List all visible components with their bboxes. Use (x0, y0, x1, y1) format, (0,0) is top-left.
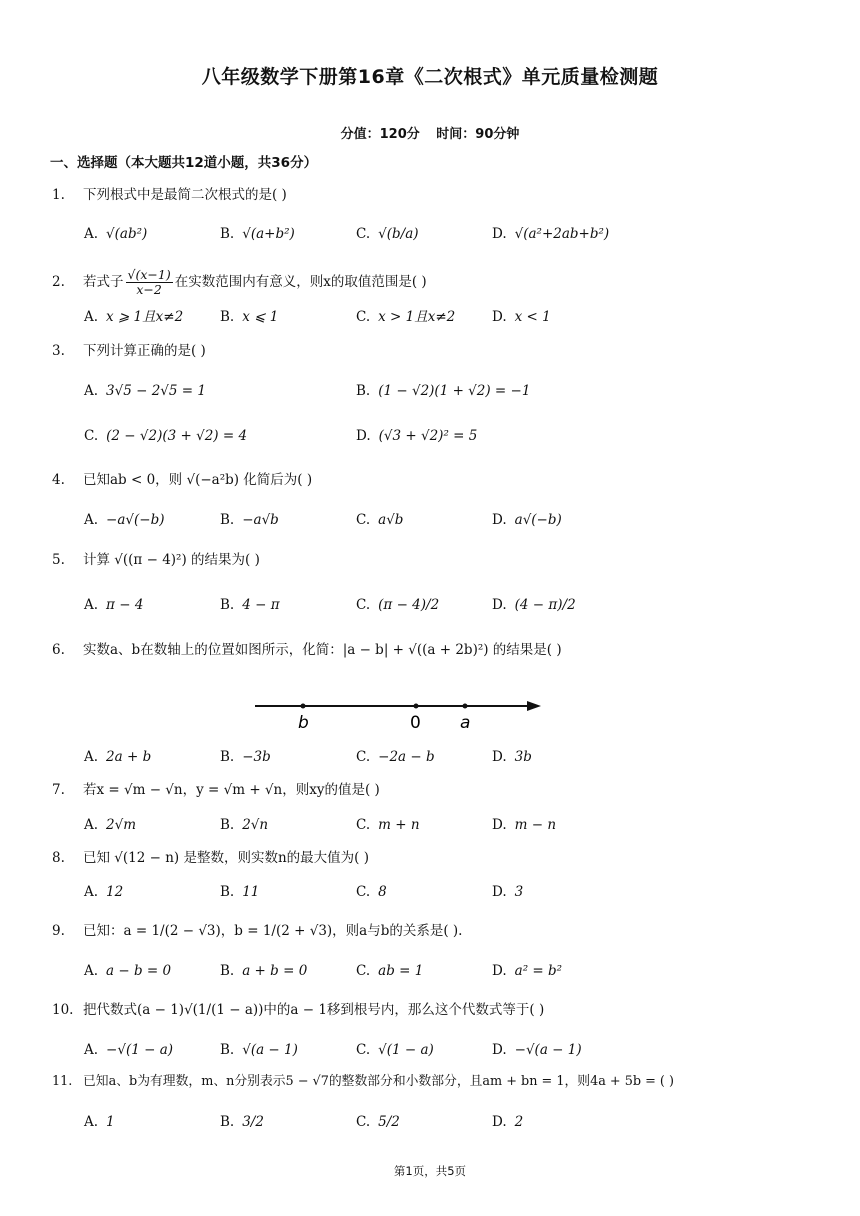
label-b: b (298, 713, 309, 732)
option-label: C. (84, 428, 99, 444)
option-label: B. (220, 309, 235, 325)
option-label: D. (492, 226, 507, 242)
option-label: C. (356, 1114, 371, 1130)
question-text: 下列计算正确的是( ) (83, 343, 206, 359)
fraction-expression (126, 268, 173, 297)
question-text: 已知：a = 1/(2 − √3)，b = 1/(2 + √3)，则a与b的关系是( ). (83, 923, 463, 939)
question-number: 7. (52, 782, 65, 798)
option-label: D. (356, 428, 371, 444)
option-value: 11 (242, 884, 260, 900)
option-value: m − n (514, 817, 557, 833)
q2-option-a[interactable] (84, 307, 183, 327)
question-number: 9. (52, 923, 65, 939)
option-value: a√(−b) (514, 512, 562, 528)
question-number: 5. (52, 552, 65, 568)
q10-option-a[interactable] (84, 1040, 173, 1060)
option-value: (1 − √2)(1 + √2) = −1 (378, 383, 531, 399)
point-zero (414, 704, 419, 709)
option-label: C. (356, 512, 371, 528)
q8-option-b[interactable] (220, 882, 259, 902)
option-label: A. (84, 1042, 99, 1058)
question-10 (52, 1000, 544, 1020)
option-value: √(a²+2ab+b²) (514, 226, 610, 242)
q5-option-d[interactable] (492, 595, 576, 615)
q4-option-b[interactable] (220, 510, 279, 530)
point-b (301, 704, 306, 709)
q7-option-a[interactable] (84, 815, 136, 835)
q7-option-d[interactable] (492, 815, 556, 835)
question-text-before: 若式子 (83, 274, 124, 290)
option-label: D. (492, 884, 507, 900)
question-8 (52, 848, 369, 868)
q8-option-c[interactable] (356, 882, 387, 902)
q1-option-c[interactable] (356, 224, 419, 244)
q8-option-a[interactable] (84, 882, 123, 902)
fraction-numerator: √(x−1) (127, 267, 171, 282)
option-value: x < 1 (514, 309, 551, 325)
option-label: B. (220, 884, 235, 900)
q10-option-b[interactable] (220, 1040, 298, 1060)
page-title: 八年级数学下册第16章《二次根式》单元质量检测题 (201, 66, 659, 88)
option-label: D. (492, 963, 507, 979)
option-label: B. (356, 383, 371, 399)
option-label: D. (492, 749, 507, 765)
option-label: A. (84, 383, 99, 399)
question-2 (52, 268, 427, 297)
option-value: a + b = 0 (242, 963, 308, 979)
q3-option-c[interactable] (84, 426, 247, 446)
question-number: 8. (52, 850, 65, 866)
question-text: 计算 √((π − 4)²) 的结果为( ) (83, 552, 260, 568)
option-label: B. (220, 512, 235, 528)
option-label: D. (492, 597, 507, 613)
option-label: A. (84, 512, 99, 528)
q1-option-a[interactable] (84, 224, 147, 244)
q6-option-b[interactable] (220, 747, 271, 767)
option-value: a² = b² (514, 963, 563, 979)
option-value: (4 − π)/2 (514, 597, 576, 613)
option-label: C. (356, 749, 371, 765)
option-value: m + n (378, 817, 420, 833)
q9-option-c[interactable] (356, 961, 423, 981)
q4-option-a[interactable] (84, 510, 165, 530)
question-1 (52, 185, 287, 205)
q11-option-a[interactable] (84, 1112, 115, 1132)
q10-option-d[interactable] (492, 1040, 582, 1060)
option-label: D. (492, 1042, 507, 1058)
option-value: −a√(−b) (106, 512, 165, 528)
option-value: 3√5 − 2√5 = 1 (106, 383, 206, 399)
option-value: 1 (106, 1114, 115, 1130)
question-number: 1. (52, 187, 65, 203)
option-label: C. (356, 309, 371, 325)
question-text: 把代数式(a − 1)√(1/(1 − a))中的a − 1移到根号内，那么这个代数式等于( ) (83, 1002, 545, 1018)
question-5 (52, 550, 260, 570)
option-label: D. (492, 309, 507, 325)
question-text: 下列根式中是最简二次根式的是( ) (83, 187, 287, 203)
option-label: A. (84, 749, 99, 765)
question-4 (52, 470, 312, 490)
option-value: −√(1 − a) (106, 1042, 174, 1058)
option-label: A. (84, 817, 99, 833)
option-label: D. (492, 817, 507, 833)
q5-option-a[interactable] (84, 595, 143, 615)
option-value: (2 − √2)(3 + √2) = 4 (106, 428, 248, 444)
q11-option-c[interactable] (356, 1112, 400, 1132)
point-a (463, 704, 468, 709)
q9-option-d[interactable] (492, 961, 562, 981)
q10-option-c[interactable] (356, 1040, 434, 1060)
axis-arrow-icon (527, 701, 541, 711)
question-text-after: 在实数范围内有意义，则x的取值范围是( ) (174, 274, 427, 290)
q3-option-b[interactable] (356, 381, 530, 401)
option-label: C. (356, 884, 371, 900)
question-3 (52, 341, 206, 361)
option-value: √(a − 1) (242, 1042, 298, 1058)
question-6 (52, 640, 562, 660)
q1-option-d[interactable] (492, 224, 609, 244)
option-value: √(a+b²) (242, 226, 295, 242)
option-value: 4 − π (242, 597, 280, 613)
option-label: A. (84, 226, 99, 242)
q4-option-c[interactable] (356, 510, 403, 530)
q6-option-d[interactable] (492, 747, 532, 767)
exam-meta (0, 123, 860, 142)
option-value: x ⩾ 1且x≠2 (106, 309, 184, 325)
option-label: B. (220, 597, 235, 613)
option-label: A. (84, 963, 99, 979)
number-line-figure (255, 690, 545, 732)
label-a: a (460, 713, 471, 732)
question-7 (52, 780, 380, 800)
question-text: 已知ab < 0，则 √(−a²b) 化简后为( ) (83, 472, 313, 488)
option-value: −√(a − 1) (514, 1042, 582, 1058)
q6-option-c[interactable] (356, 747, 435, 767)
q1-option-b[interactable] (220, 224, 295, 244)
option-value: 2√n (242, 817, 269, 833)
option-value: ab = 1 (378, 963, 424, 979)
option-value: 2a + b (106, 749, 152, 765)
question-number: 6. (52, 642, 65, 658)
question-text: 若x = √m − √n，y = √m + √n，则xy的值是( ) (83, 782, 380, 798)
option-label: A. (84, 597, 99, 613)
option-label: C. (356, 817, 371, 833)
question-text: 实数a、b在数轴上的位置如图所示，化简：|a − b| + √((a + 2b)²) 的结果是( ) (83, 642, 562, 658)
question-9 (52, 921, 462, 941)
question-text: 已知 √(12 − n) 是整数，则实数n的最大值为( ) (83, 850, 370, 866)
q3-option-d[interactable] (356, 426, 477, 446)
option-label: C. (356, 597, 371, 613)
option-value: a√b (378, 512, 404, 528)
option-label: D. (492, 512, 507, 528)
q5-option-c[interactable] (356, 595, 439, 615)
option-value: 2√m (106, 817, 137, 833)
q9-option-b[interactable] (220, 961, 307, 981)
option-value: (π − 4)/2 (378, 597, 440, 613)
option-label: C. (356, 226, 371, 242)
option-value: π − 4 (106, 597, 144, 613)
option-value: 2 (514, 1114, 524, 1130)
option-label: D. (492, 1114, 507, 1130)
q9-option-a[interactable] (84, 961, 171, 981)
q2-option-d[interactable] (492, 307, 551, 327)
option-value: √(b/a) (378, 226, 419, 242)
option-label: A. (84, 1114, 99, 1130)
option-value: √(ab²) (106, 226, 148, 242)
option-value: x > 1且x≠2 (378, 309, 456, 325)
option-value: −3b (242, 749, 271, 765)
q7-option-b[interactable] (220, 815, 268, 835)
option-value: 3/2 (242, 1114, 264, 1130)
option-value: 12 (106, 884, 124, 900)
option-value: 5/2 (378, 1114, 400, 1130)
q7-option-c[interactable] (356, 815, 420, 835)
q2-option-b[interactable] (220, 307, 278, 327)
q6-option-a[interactable] (84, 747, 151, 767)
time-text: 时间：90分钟 (436, 127, 520, 142)
option-label: B. (220, 226, 235, 242)
q2-option-c[interactable] (356, 307, 455, 327)
option-value: −a√b (242, 512, 279, 528)
question-number: 4. (52, 472, 65, 488)
option-value: 8 (378, 884, 387, 900)
option-label: B. (220, 963, 235, 979)
question-text: 已知a、b为有理数，m、n分别表示5 − √7的整数部分和小数部分，且am + bn = 1，则4a + 5b = ( ) (83, 1074, 674, 1089)
option-value: 3b (514, 749, 532, 765)
option-label: B. (220, 817, 235, 833)
option-label: B. (220, 749, 235, 765)
question-number: 11. (52, 1074, 73, 1089)
question-11 (52, 1072, 674, 1092)
q3-option-a[interactable] (84, 381, 206, 401)
page-footer: 第1页，共5页 (393, 1164, 467, 1178)
option-label: C. (356, 963, 371, 979)
score-text: 分值：120分 (340, 127, 420, 142)
option-value: √(1 − a) (378, 1042, 434, 1058)
option-label: C. (356, 1042, 371, 1058)
option-value: x ⩽ 1 (242, 309, 279, 325)
label-zero: 0 (410, 713, 421, 732)
option-value: (√3 + √2)² = 5 (378, 428, 478, 444)
option-label: B. (220, 1114, 235, 1130)
fraction-denominator: x−2 (136, 282, 162, 297)
section-heading: 一、选择题（本大题共12道小题，共36分） (50, 155, 318, 171)
q11-option-d[interactable] (492, 1112, 523, 1132)
option-label: A. (84, 309, 99, 325)
option-label: B. (220, 1042, 235, 1058)
option-label: A. (84, 884, 99, 900)
q5-option-b[interactable] (220, 595, 280, 615)
q11-option-b[interactable] (220, 1112, 264, 1132)
q8-option-d[interactable] (492, 882, 523, 902)
q4-option-d[interactable] (492, 510, 562, 530)
option-value: a − b = 0 (106, 963, 172, 979)
question-number: 2. (52, 274, 65, 290)
option-value: −2a − b (378, 749, 435, 765)
question-number: 3. (52, 343, 65, 359)
question-number: 10. (52, 1002, 74, 1018)
option-value: 3 (514, 884, 524, 900)
